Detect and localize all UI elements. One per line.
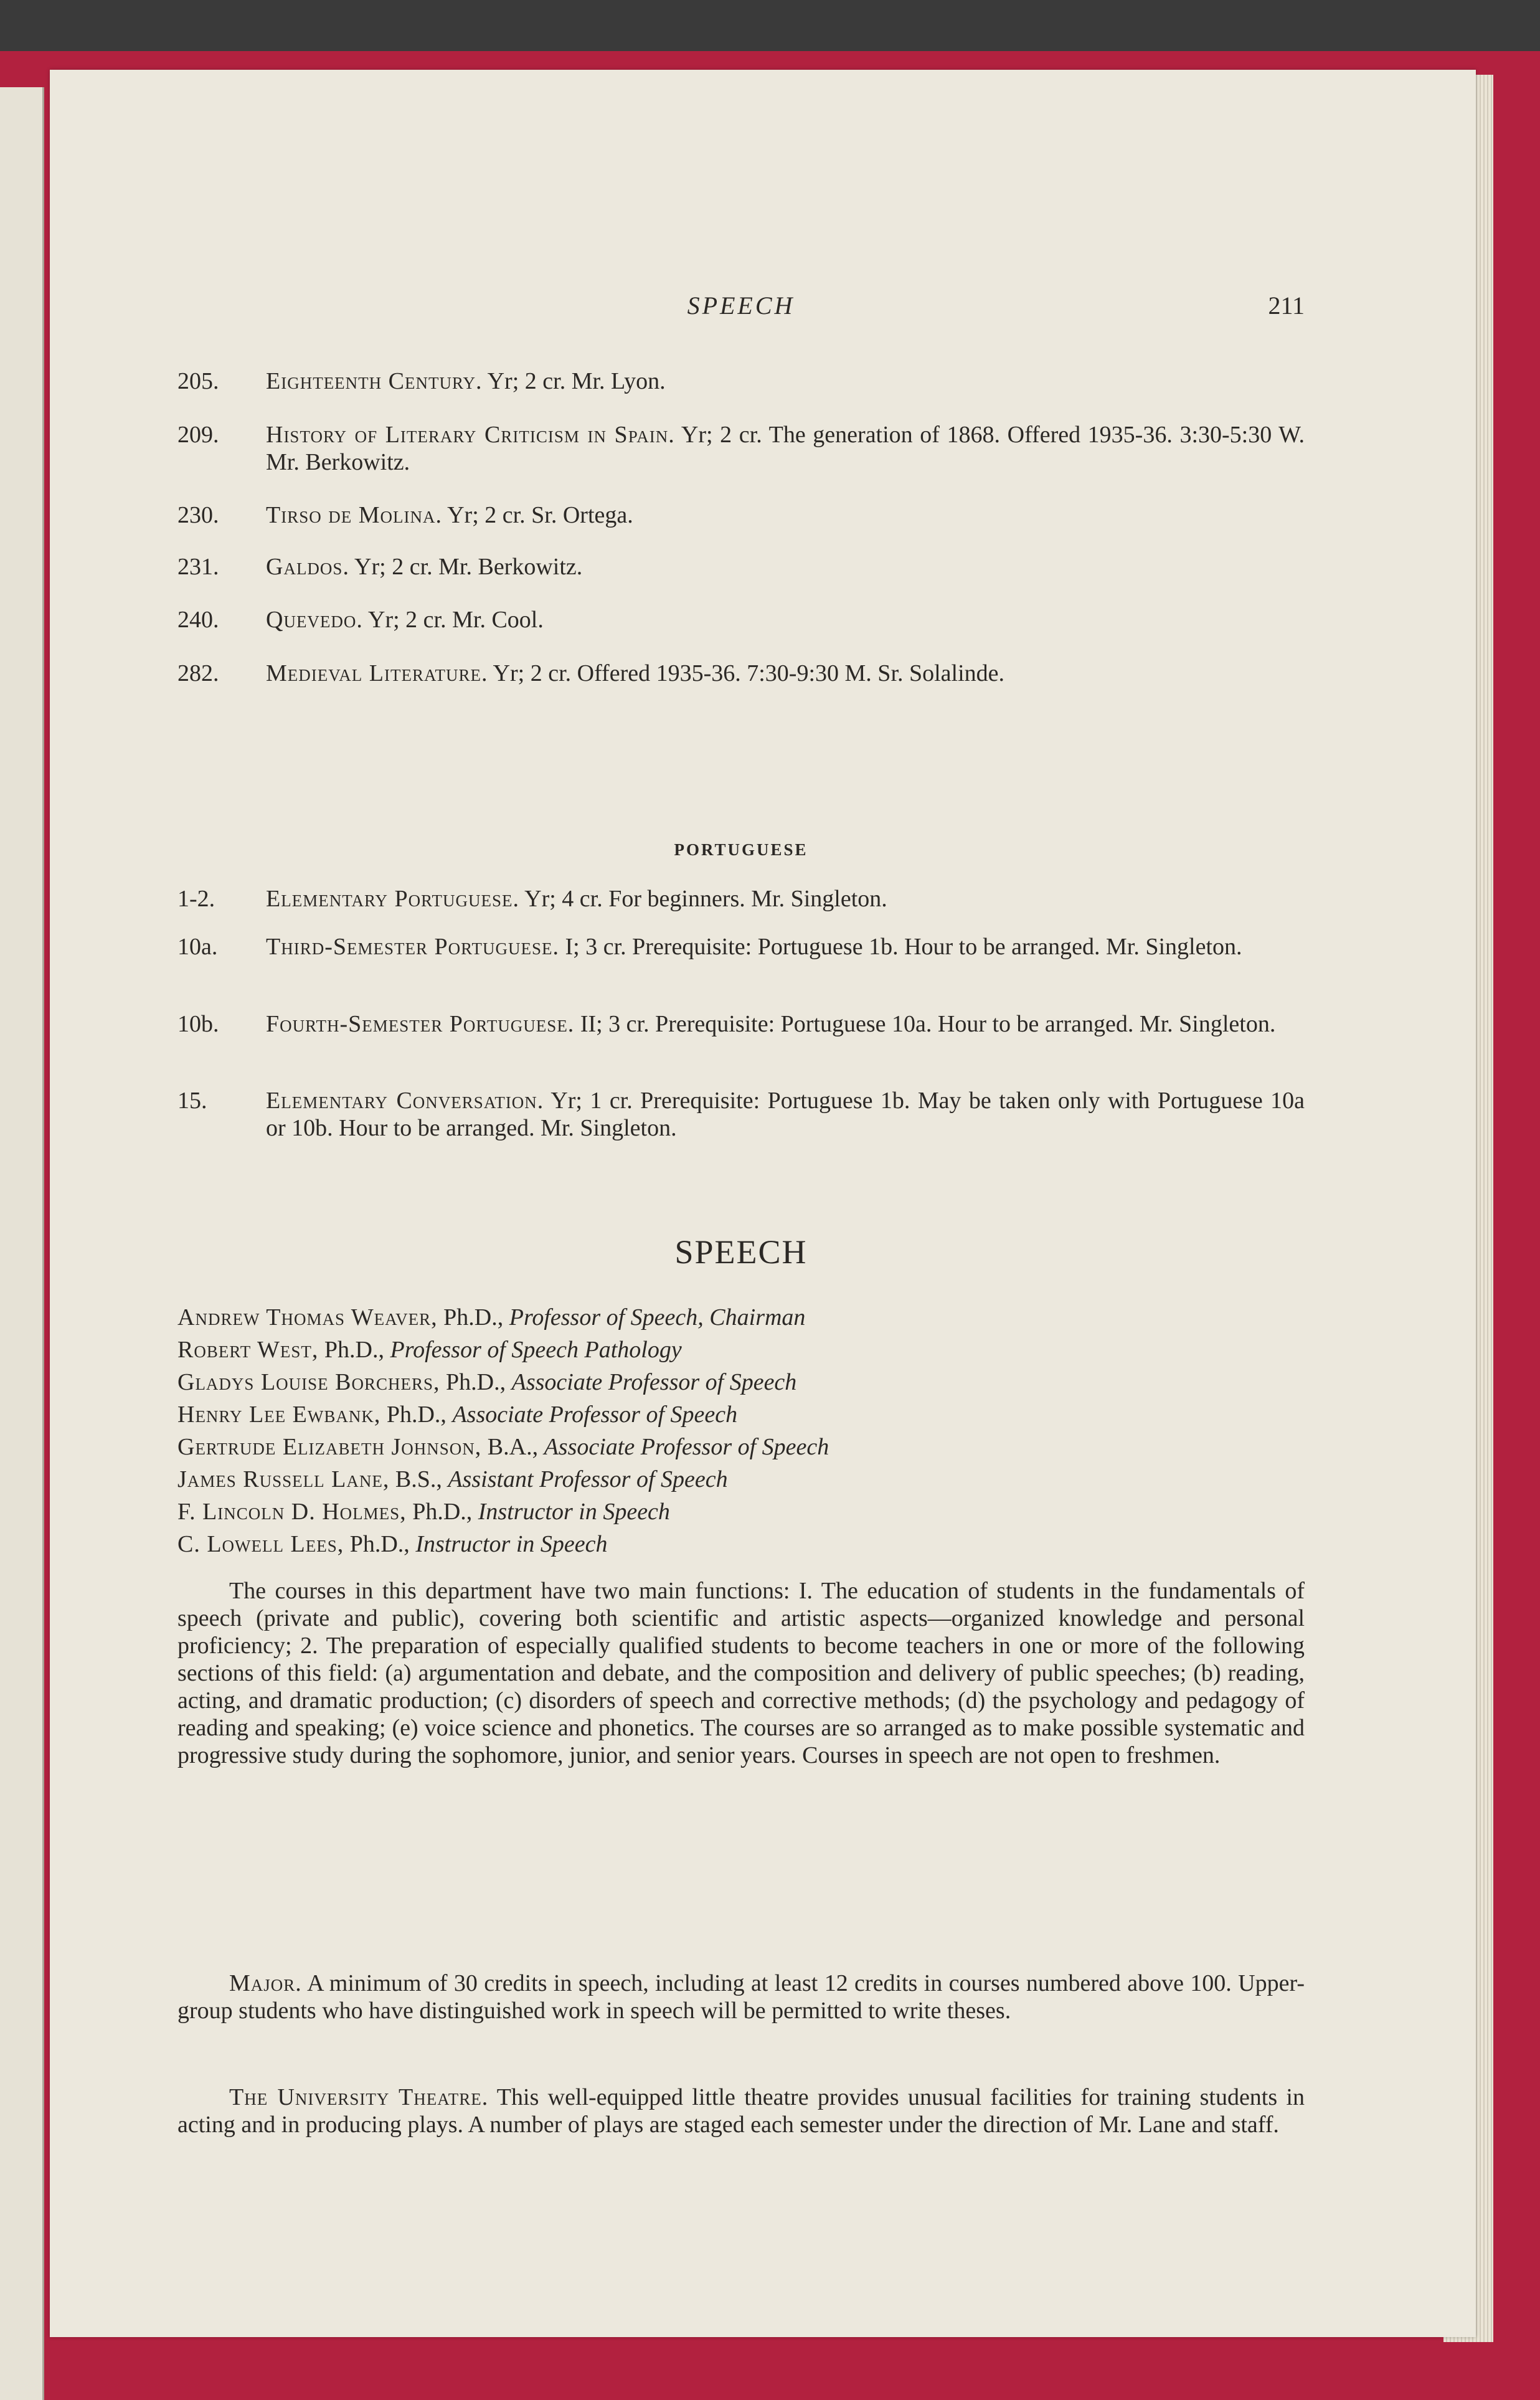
faculty-member: [177, 1463, 1305, 1496]
course-entry: [177, 933, 1305, 960]
theatre-text: This well-equipped little theatre provides unusual facilities for training students in acting and in producing plays. A number of plays are staged each semester under the direction of Mr. Lane and staff.: [177, 2084, 1305, 2138]
course-number: 10b.: [177, 1011, 219, 1037]
course-entry: [177, 421, 1305, 476]
section-heading-portuguese: PORTUGUESE: [674, 840, 808, 859]
faculty-degree: Ph.D.,: [386, 1402, 446, 1428]
department-intro-paragraph: The courses in this department have two main functions: I. The education of students in the fundamentals of speech (private and public), covering both scientific and artistic aspects—organized knowledge and personal proficiency; 2. The preparation of especially qualified students to become teachers in one or more of the following sections of this field: (a) argumentation and debate, and the composition and delivery of public speeches; (b) reading, acting, and dramatic production; (c) disorders of speech and corrective methods; (d) the psychology and pedagogy of reading and speaking; (e) voice science and phonetics. The courses are so arranged as to make possible systematic and progressive study during the sophomore, junior, and senior years. Courses in speech are not open to freshmen.: [177, 1578, 1305, 1768]
faculty-name: Gertrude Elizabeth Johnson,: [177, 1434, 482, 1460]
course-entry: [177, 606, 1305, 633]
course-details: Yr; 2 cr. The generation of 1868. Offered 1935-36. 3:30-5:30 W. Mr. Berkowitz.: [266, 422, 1305, 475]
running-header: [177, 291, 1305, 322]
course-title: History of Literary Criticism in Spain.: [266, 422, 675, 448]
major-label: Major.: [229, 1970, 302, 1996]
faculty-name: Henry Lee Ewbank,: [177, 1402, 381, 1428]
faculty-member: [177, 1334, 1305, 1366]
major-text: A minimum of 30 credits in speech, including at least 12 credits in courses numbered above 100. Upper-group students who have distinguished work in speech will be permitted to write theses.: [177, 1970, 1305, 2024]
facing-page-edge: [0, 87, 44, 2400]
faculty-degree: B.S.,: [395, 1466, 442, 1492]
course-title: Eighteenth Century.: [266, 368, 483, 394]
faculty-name: Robert West,: [177, 1337, 319, 1363]
faculty-title: Instructor in Speech: [415, 1531, 608, 1557]
faculty-name: James Russell Lane,: [177, 1466, 390, 1492]
course-details: Yr; 2 cr. Offered 1935-36. 7:30-9:30 M. Sr. Solalinde.: [493, 660, 1005, 686]
faculty-title: Associate Professor of Speech: [544, 1434, 829, 1460]
faculty-name: C. Lowell Lees,: [177, 1531, 344, 1557]
section-heading-speech: SPEECH: [674, 1233, 808, 1271]
course-title: Galdos.: [266, 554, 349, 580]
course-number: 230.: [177, 502, 219, 528]
course-title: Third-Semester Portuguese.: [266, 934, 560, 960]
course-details: Yr; 1 cr. Prerequisite: Portuguese 1b. May be taken only with Portuguese 10a or 10b. Hour to be arranged. Mr. Singleton.: [266, 1088, 1305, 1141]
course-title: Medieval Literature.: [266, 660, 488, 686]
faculty-title: Associate Professor of Speech: [452, 1402, 738, 1428]
course-title: Quevedo.: [266, 607, 363, 633]
course-details: Yr; 4 cr. For beginners. Mr. Singleton.: [524, 886, 887, 912]
faculty-title: Professor of Speech, Chairman: [509, 1304, 806, 1330]
course-entry: [177, 553, 1305, 581]
page-number: 211: [1268, 292, 1305, 320]
faculty-member: [177, 1496, 1305, 1528]
faculty-degree: Ph.D.,: [412, 1499, 473, 1525]
faculty-name: Gladys Louise Borchers,: [177, 1369, 440, 1395]
faculty-degree: Ph.D.,: [446, 1369, 506, 1395]
faculty-member: [177, 1366, 1305, 1398]
course-number: 282.: [177, 660, 219, 686]
course-details: Yr; 2 cr. Mr. Lyon.: [487, 368, 666, 394]
course-entry: [177, 368, 1305, 395]
running-title: SPEECH: [687, 292, 795, 320]
faculty-title: Professor of Speech Pathology: [390, 1337, 682, 1363]
faculty-member: [177, 1301, 1305, 1334]
course-details: I; 3 cr. Prerequisite: Portuguese 1b. Hour to be arranged. Mr. Singleton.: [565, 934, 1242, 960]
course-title: Elementary Conversation.: [266, 1088, 544, 1114]
course-number: 205.: [177, 368, 219, 394]
course-title: Fourth-Semester Portuguese.: [266, 1011, 575, 1037]
course-details: Yr; 2 cr. Sr. Ortega.: [447, 502, 633, 528]
course-number: 1-2.: [177, 886, 215, 912]
course-title: Elementary Portuguese.: [266, 886, 520, 912]
theatre-label: The University Theatre.: [229, 2084, 489, 2110]
course-title: Tirso de Molina.: [266, 502, 442, 528]
faculty-degree: Ph.D.,: [324, 1337, 384, 1363]
course-entry: [177, 660, 1305, 687]
course-number: 209.: [177, 422, 219, 448]
course-details: Yr; 2 cr. Mr. Cool.: [368, 607, 544, 633]
theatre-paragraph: [177, 2084, 1305, 2138]
faculty-title: Associate Professor of Speech: [511, 1369, 797, 1395]
course-number: 240.: [177, 607, 219, 633]
faculty-title: Instructor in Speech: [478, 1499, 670, 1525]
faculty-member: [177, 1431, 1305, 1463]
course-entry: [177, 1010, 1305, 1038]
course-number: 231.: [177, 554, 219, 580]
course-details: II; 3 cr. Prerequisite: Portuguese 10a. Hour to be arranged. Mr. Singleton.: [580, 1011, 1276, 1037]
book-page: [50, 70, 1476, 2337]
course-entry: [177, 885, 1305, 913]
faculty-name: Andrew Thomas Weaver,: [177, 1304, 438, 1330]
faculty-degree: Ph.D.,: [443, 1304, 504, 1330]
faculty-name: F. Lincoln D. Holmes,: [177, 1499, 407, 1525]
course-details: Yr; 2 cr. Mr. Berkowitz.: [354, 554, 583, 580]
faculty-title: Assistant Professor of Speech: [448, 1466, 728, 1492]
faculty-degree: B.A.,: [487, 1434, 539, 1460]
course-entry: [177, 501, 1305, 529]
course-number: 15.: [177, 1088, 207, 1114]
faculty-list: [177, 1301, 1305, 1560]
faculty-degree: Ph.D.,: [349, 1531, 410, 1557]
course-number: 10a.: [177, 934, 218, 960]
major-paragraph: [177, 1970, 1305, 2024]
course-entry: [177, 1087, 1305, 1142]
faculty-member: [177, 1528, 1305, 1560]
faculty-member: [177, 1398, 1305, 1431]
